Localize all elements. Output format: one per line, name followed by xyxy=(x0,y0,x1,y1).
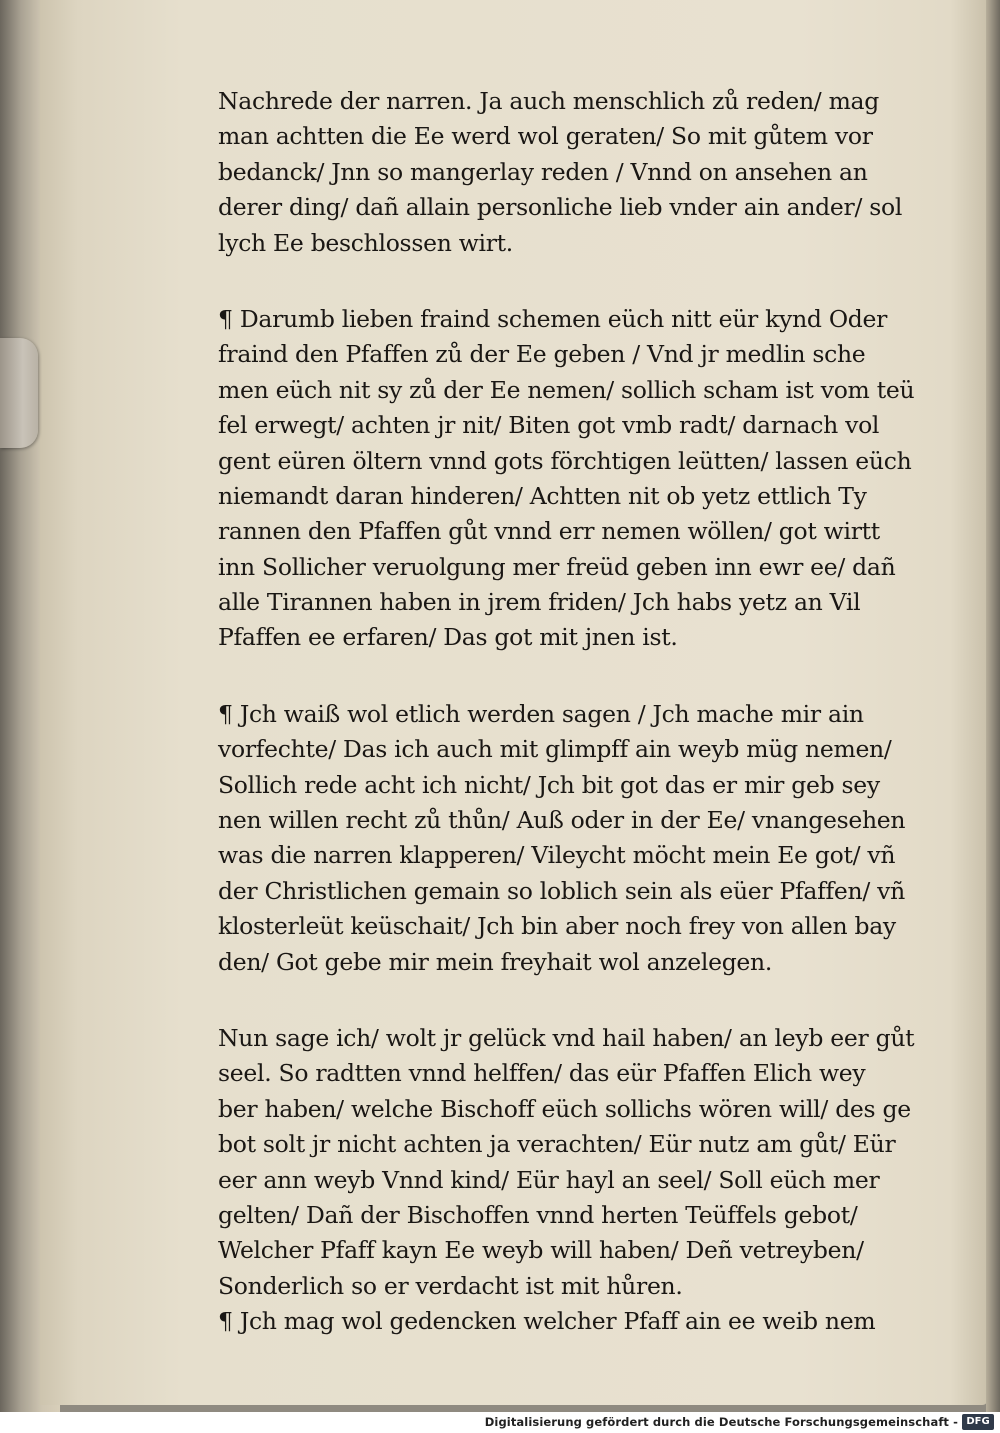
text-line: den/ Got gebe mir mein freyhait wol anzelegen. xyxy=(218,947,773,976)
text-line: vorfechte/ Das ich auch mit glimpff ain weyb müg nemen/ xyxy=(218,735,892,764)
text-line: gelten/ Dañ der Bischoffen vnnd herten Teüffels gebot/ xyxy=(218,1200,858,1229)
footer-bar xyxy=(0,1412,1000,1433)
text-block xyxy=(218,84,963,1340)
text-line: ¶ Jch waiß wol etlich werden sagen / Jch mache mir ain xyxy=(218,699,864,728)
text-line: inn Sollicher veruolgung mer freüd geben inn ewr ee/ dañ xyxy=(218,552,896,581)
paragraph-3 xyxy=(218,697,963,980)
text-line: fraind den Pfaffen zů der Ee geben / Vnd jr medlin sche xyxy=(218,340,866,369)
text-line: Sonderlich so er verdacht ist mit hůren. xyxy=(218,1271,683,1300)
text-line: men eüch nit sy zů der Ee nemen/ sollich scham ist vom teü xyxy=(218,375,915,404)
text-line: was die narren klapperen/ Vileycht möcht mein Ee got/ vñ xyxy=(218,841,896,870)
text-line: Welcher Pfaff kayn Ee weyb will haben/ Deñ vetreyben/ xyxy=(218,1236,864,1265)
dfg-logo-icon: DFG xyxy=(962,1414,994,1430)
dfg-credit: Digitalisierung gefördert durch die Deutsche Forschungsgemeinschaft - xyxy=(484,1415,958,1429)
paragraph-1 xyxy=(218,84,963,261)
text-line: ber haben/ welche Bischoff eüch sollichs wören will/ des ge xyxy=(218,1094,911,1123)
text-line: seel. So radtten vnnd helffen/ das eür Pfaffen Elich wey xyxy=(218,1059,866,1088)
paragraph-4 xyxy=(218,1021,963,1340)
text-line: fel erwegt/ achten jr nit/ Biten got vmb radt/ darnach vol xyxy=(218,411,880,440)
text-line: derer ding/ dañ allain personliche lieb vnder ain ander/ sol xyxy=(218,193,903,222)
text-line: ¶ Jch mag wol gedencken welcher Pfaff ain ee weib nem xyxy=(218,1307,876,1336)
text-line: ¶ Darumb lieben fraind schemen eüch nitt eür kynd Oder xyxy=(218,304,888,333)
text-line: Sollich rede acht ich nicht/ Jch bit got das er mir geb sey xyxy=(218,770,880,799)
paragraph-2 xyxy=(218,302,963,656)
text-line: niemandt daran hinderen/ Achtten nit ob yetz ettlich Ty xyxy=(218,481,867,510)
page-right-edge xyxy=(986,0,1000,1412)
text-line: gent eüren öltern vnnd gots förchtigen leütten/ lassen eüch xyxy=(218,446,912,475)
text-line: bedanck/ Jnn so mangerlay reden / Vnnd on ansehen an xyxy=(218,157,868,186)
text-line: Nun sage ich/ wolt jr gelück vnd hail haben/ an leyb eer gůt xyxy=(218,1023,915,1052)
text-line: lych Ee beschlossen wirt. xyxy=(218,228,513,257)
text-line: man achtten die Ee werd wol geraten/ So mit gůtem vor xyxy=(218,122,873,151)
text-line: klosterleüt keüschait/ Jch bin aber noch frey von allen bay xyxy=(218,912,896,941)
text-line: Nachrede der narren. Ja auch menschlich zů reden/ mag xyxy=(218,87,880,115)
text-line: eer ann weyb Vnnd kind/ Eür hayl an seel/ Soll eüch mer xyxy=(218,1165,880,1194)
text-line: nen willen recht zů thůn/ Auß oder in der Ee/ vnangesehen xyxy=(218,806,906,835)
text-line: der Christlichen gemain so loblich sein als eüer Pfaffen/ vñ xyxy=(218,876,905,905)
text-line: rannen den Pfaffen gůt vnnd err nemen wöllen/ got wirtt xyxy=(218,517,880,546)
book-clasp xyxy=(0,338,38,448)
text-line: Pfaffen ee erfaren/ Das got mit jnen ist. xyxy=(218,623,678,652)
text-line: alle Tirannen haben in jrem friden/ Jch habs yetz an Vil xyxy=(218,588,861,617)
text-line: bot solt jr nicht achten ja verachten/ Eür nutz am gůt/ Eür xyxy=(218,1130,896,1159)
